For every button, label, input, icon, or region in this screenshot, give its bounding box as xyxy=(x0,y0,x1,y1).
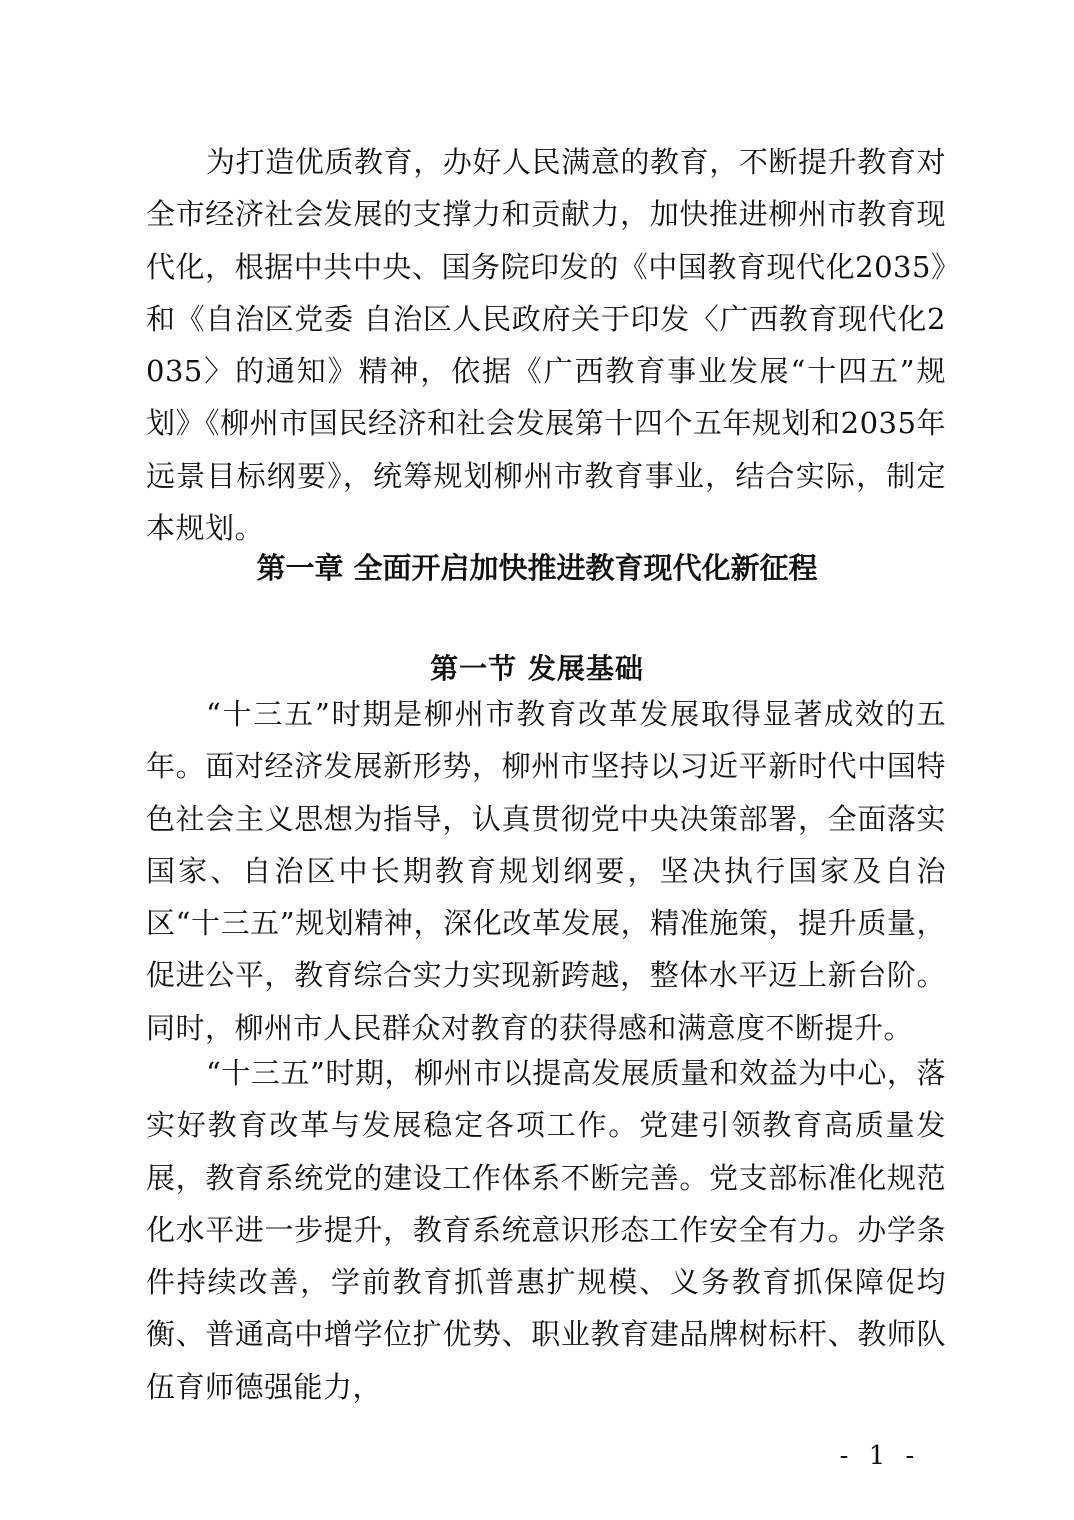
basis-paragraph-1-block xyxy=(146,688,946,1054)
basis-paragraph-1: “十三五”时期是柳州市教育改革发展取得显著成效的五年。面对经济发展新形势，柳州市坚持以习近平新时代中国特色社会主义思想为指导，认真贯彻党中央决策部署，全面落实国家、自治区中长期教育规划纲要，坚决执行国家及自治区“十三五”规划精神，深化改革发展，精准施策，提升质量，促进公平，教育综合实力实现新跨越，整体水平迈上新台阶。同时，柳州市人民群众对教育的获得感和满意度不断提升。 xyxy=(146,697,946,1045)
chapter-title: 第一章 全面开启加快推进教育现代化新征程 xyxy=(256,551,818,585)
intro-paragraph: 为打造优质教育，办好人民满意的教育，不断提升教育对全市经济社会发展的支撑力和贡献力，加快推进柳州市教育现代化，根据中共中央、国务院印发的《中国教育现代化2035》和《自治区党委 自治区人民政府关于印发〈广西教育现代化2035〉的通知》精神，依据《广西教育事业发展“十四五”规划》《柳州市国民经济和社会发展第十四个五年规划和2035年远景目标纲要》，统筹规划柳州市教育事业，结合实际，制定本规划。 xyxy=(146,145,946,546)
section-title: 第一节 发展基础 xyxy=(430,652,644,685)
intro-paragraph-block xyxy=(146,136,946,554)
basis-paragraph-2-block xyxy=(146,1047,946,1413)
basis-paragraph-2: “十三五”时期，柳州市以提高发展质量和效益为中心，落实好教育改革与发展稳定各项工作。党建引领教育高质量发展，教育系统党的建设工作体系不断完善。党支部标准化规范化水平进一步提升，教育系统意识形态工作安全有力。办学条件持续改善，学前教育抓普惠扩规模、义务教育抓保障促均衡、普通高中增学位扩优势、职业教育建品牌树标杆、教师队伍育师德强能力， xyxy=(146,1056,946,1404)
page-number: - 1 - xyxy=(839,1441,921,1471)
